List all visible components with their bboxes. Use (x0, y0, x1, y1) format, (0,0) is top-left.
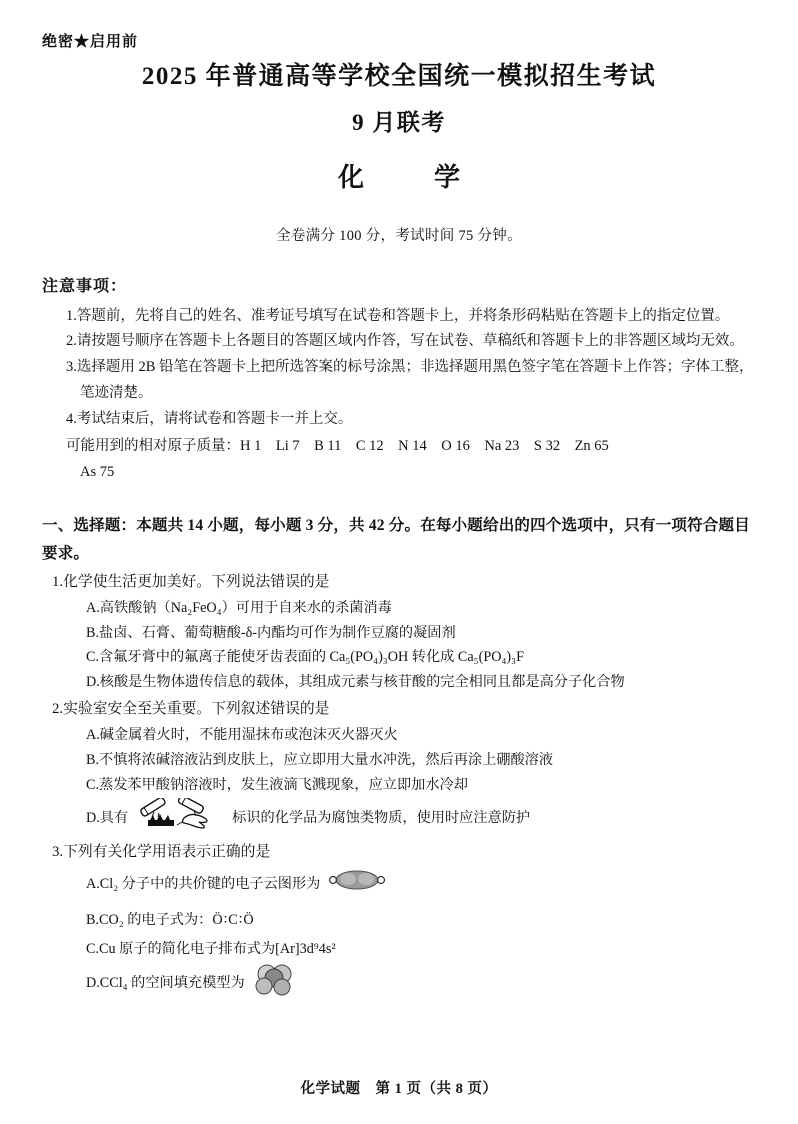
question-3-option-a-prefix: A.Cl₂ 分子中的共价键的电子云图形为 (86, 876, 321, 893)
question-2 (52, 697, 754, 838)
exam-subtitle: 9 月联考 (352, 109, 446, 135)
question-1-option-d: D.核酸是生物体遗传信息的载体，其组成元素与核苷酸的完全相同且都是高分子化合物 (86, 674, 625, 691)
secret-label: 绝密★启用前 (42, 34, 139, 50)
question-3-option-c: C.Cu 原子的简化电子排布式为[Ar]3d⁹4s² (86, 941, 336, 958)
atomic-mass-line-2: As 75 (80, 464, 115, 481)
notice-item: 2.请按题号顺序在答题卡上各题目的答题区域内作答，写在试卷、草稿纸和答题卡上的非答题区域均无效。 (66, 333, 744, 350)
page-footer: 化学试题 第 1 页（共 8 页） (300, 1081, 498, 1097)
question-2-option-b: B.不慎将浓碱溶液沾到皮肤上，应立即用大量水冲洗，然后再涂上硼酸溶液 (86, 751, 554, 768)
question-2-option-d-suffix: 标识的化学品为腐蚀类物质，使用时应注意防护 (232, 809, 531, 826)
question-1-option-a: A.高铁酸钠（Na₂FeO₄）可用于自来水的杀菌消毒 (86, 599, 392, 616)
notice-list (0, 304, 798, 433)
notice-item: 4.考试结束后，请将试卷和答题卡一并上交。 (66, 410, 353, 427)
notice-title: 注意事项： (42, 277, 128, 295)
exam-info: 全卷满分 100 分，考试时间 75 分钟。 (276, 227, 522, 244)
question-2-option-c: C.蒸发苯甲酸钠溶液时，发生液滴飞溅现象，应立即加水冷却 (86, 776, 468, 793)
notice-item: 1.答题前，先将自己的姓名、准考证号填写在试卷和答题卡上，并将条形码粘贴在答题卡上的指定位置。 (66, 307, 730, 324)
sigma-bond-electron-cloud-icon (326, 866, 388, 903)
question-1-text: 化学使生活更加美好。下列说法错误的是 (63, 573, 330, 590)
question-1-number: 1. (52, 573, 64, 590)
subject-title: 化 学 (337, 162, 482, 192)
question-1-option-c: C.含氟牙膏中的氟离子能使牙齿表面的 Ca₅(PO₄)₃OH 转化成 Ca₅(PO₄)₃F (86, 649, 524, 666)
atomic-mass-line-1: 可能用到的相对原子质量：H 1 Li 7 B 11 C 12 N 14 O 16 Na 23 S 32 Zn 65 (66, 438, 609, 455)
question-1 (52, 570, 754, 695)
question-2-number: 2. (52, 701, 64, 718)
page-title: 2025 年普通高等学校全国统一模拟招生考试 (141, 63, 657, 90)
question-3-option-a (86, 866, 754, 903)
question-2-option-a: A.碱金属着火时，不能用湿抹布或泡沫灭火器灭火 (86, 727, 398, 744)
question-1-option-b: B.盐卤、石膏、葡萄糖酸-δ-内酯均可作为制作豆腐的凝固剂 (86, 624, 456, 641)
question-3-stem (52, 840, 754, 866)
question-2-text: 实验室安全至关重要。下列叙述错误的是 (63, 701, 330, 718)
section-heading: 一、选择题：本题共 14 小题，每小题 3 分，共 42 分。在每小题给出的四个选项中，只有一项符合题目要求。 (42, 517, 750, 562)
question-3-option-d-prefix: D.CCl₄ 的空间填充模型为 (86, 974, 245, 991)
question-3-option-d (86, 962, 754, 1005)
question-3-text: 下列有关化学用语表示正确的是 (63, 844, 271, 861)
question-1-stem (52, 570, 754, 596)
notice-item: 3.选择题用 2B 铅笔在答题卡上把所选答案的标号涂黑；非选择题用黑色签字笔在答题卡上作答；字体工整，笔迹清楚。 (66, 359, 754, 401)
ccl4-space-filling-model-icon (251, 962, 299, 1005)
corrosive-hazard-icon (132, 798, 228, 839)
question-2-stem (52, 697, 754, 723)
co2-lewis-structure: Ö∶C∶Ö (212, 911, 255, 928)
question-3 (52, 840, 754, 1004)
question-3-number: 3. (52, 844, 64, 861)
atomic-mass-note (66, 434, 754, 486)
question-3-option-b-prefix: B.CO₂ 的电子式为： (86, 911, 213, 928)
question-3-option-b (86, 903, 754, 937)
question-2-option-d (86, 798, 754, 839)
question-2-option-d-prefix: D.具有 (86, 809, 129, 826)
